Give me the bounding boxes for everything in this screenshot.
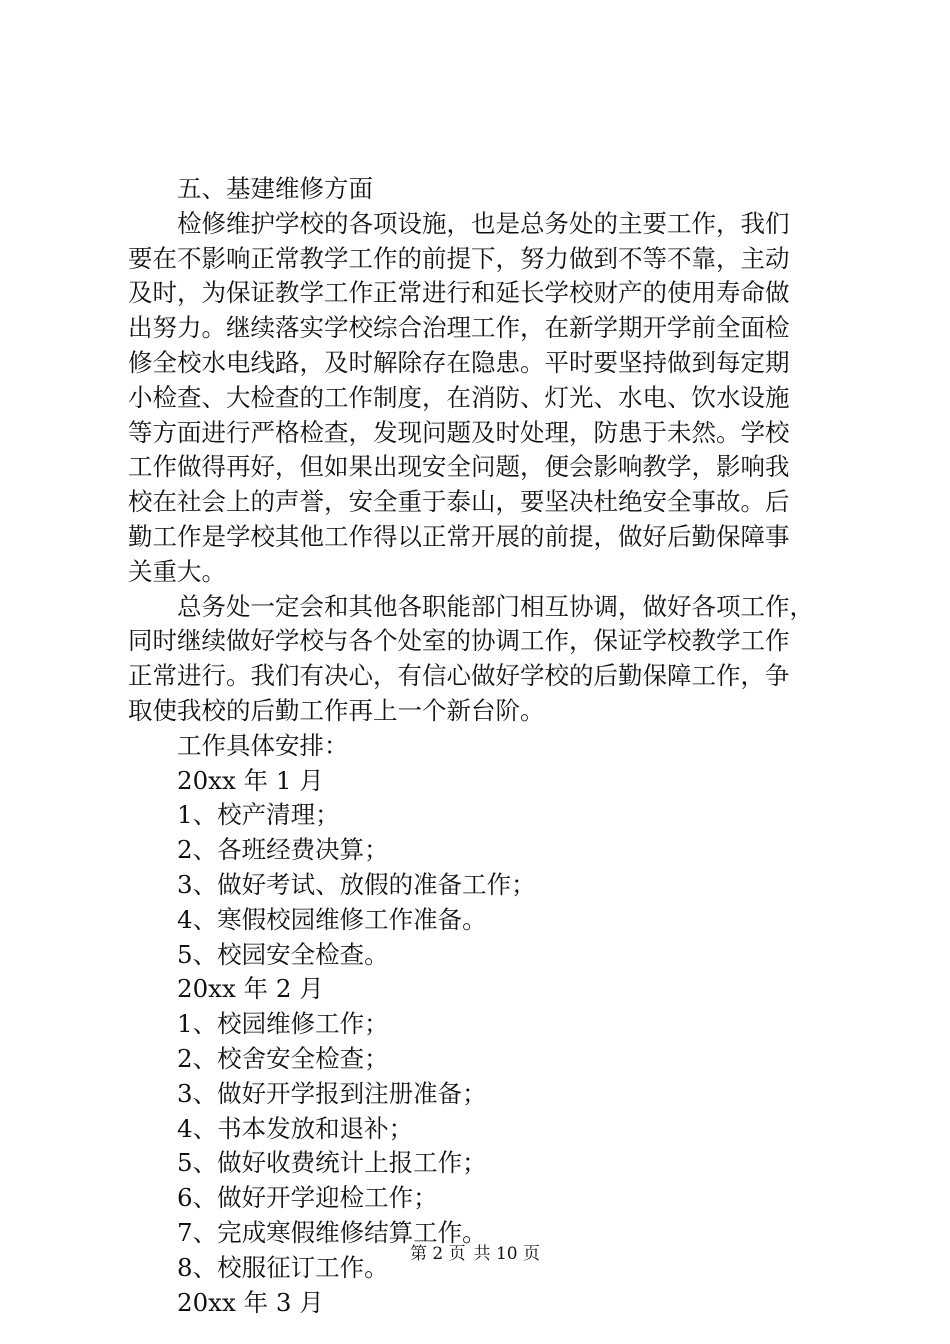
list-item: 7、完成寒假维修结算工作。: [177, 1217, 487, 1247]
month-title: 20xx 年 1 月: [177, 765, 324, 795]
paragraph-line: 正常进行。我们有决心，有信心做好学校的后勤保障工作，争: [128, 661, 790, 691]
list-item: 8、校服征订工作。: [177, 1252, 389, 1282]
list-item: 2、校舍安全检查；: [177, 1043, 389, 1073]
list-item: 1、校产清理；: [177, 800, 340, 830]
month-title: 20xx 年 3 月: [177, 1287, 324, 1317]
paragraph-line: 勤工作是学校其他工作得以正常开展的前提，做好后勤保障事: [128, 521, 790, 551]
paragraph-line: 关重大。: [128, 556, 226, 586]
list-item: 2、各班经费决算；: [177, 835, 389, 865]
paragraph-line: 小检查、大检查的工作制度，在消防、灯光、水电、饮水设施: [128, 382, 790, 412]
schedule-heading: 工作具体安排：: [177, 730, 349, 760]
list-item: 4、寒假校园维修工作准备。: [177, 904, 487, 934]
list-item: 1、校园维修工作；: [177, 1009, 389, 1039]
paragraph-line: 同时继续做好学校与各个处室的协调工作，保证学校教学工作: [128, 626, 790, 656]
month-title: 20xx 年 2 月: [177, 974, 324, 1004]
month-block-march: [128, 1286, 828, 1321]
page-total: 共 10 页: [473, 1244, 541, 1264]
paragraph-maintenance: [128, 207, 828, 590]
paragraph-line: 检修维护学校的各项设施，也是总务处的主要工作，我们: [177, 208, 790, 238]
month-block-january: [128, 764, 828, 973]
list-item: 3、做好考试、放假的准备工作；: [177, 869, 536, 899]
page-footer: [0, 1243, 950, 1265]
page-number: 第 2 页: [409, 1244, 466, 1264]
paragraph-line: 及时，为保证教学工作正常进行和延长学校财产的使用寿命做: [128, 278, 790, 308]
list-item: 3、做好开学报到注册准备；: [177, 1078, 487, 1108]
paragraph-line: 出努力。继续落实学校综合治理工作，在新学期开学前全面检: [128, 313, 790, 343]
paragraph-line: 修全校水电线路，及时解除存在隐患。平时要坚持做到每定期: [128, 347, 790, 377]
paragraph-line: 要在不影响正常教学工作的前提下，努力做到不等不靠，主动: [128, 243, 790, 273]
paragraph-line: 总务处一定会和其他各职能部门相互协调，做好各项工作，: [177, 591, 814, 621]
section-heading: 五、基建维修方面: [177, 174, 373, 203]
paragraph-line: 工作做得再好，但如果出现安全问题，便会影响教学，影响我: [128, 452, 790, 482]
paragraph-line: 取使我校的后勤工作再上一个新台阶。: [128, 695, 545, 725]
month-block-february: [128, 972, 828, 1285]
list-item: 4、书本发放和退补；: [177, 1113, 414, 1143]
document-body: [128, 172, 828, 1320]
list-item: 6、做好开学迎检工作；: [177, 1183, 438, 1213]
list-item: 5、校园安全检查。: [177, 939, 389, 969]
paragraph-coordination: [128, 590, 828, 729]
paragraph-line: 校在社会上的声誉，安全重于泰山，要坚决杜绝安全事故。后: [128, 487, 790, 517]
list-item: 5、做好收费统计上报工作；: [177, 1148, 487, 1178]
paragraph-line: 等方面进行严格检查，发现问题及时处理，防患于未然。学校: [128, 417, 790, 447]
